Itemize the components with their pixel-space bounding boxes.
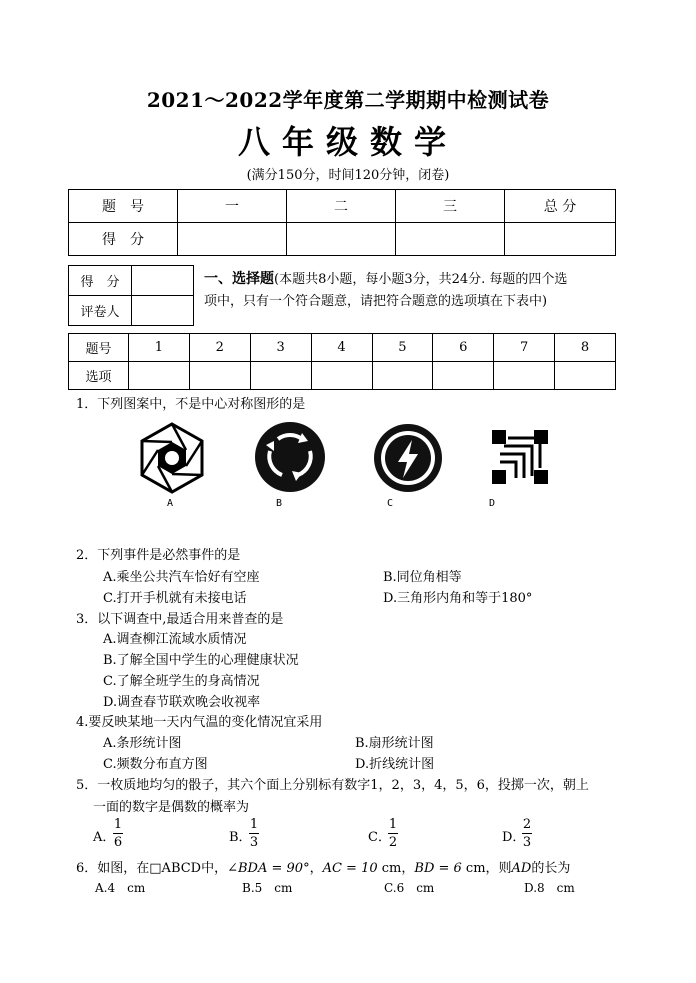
q4-stem: 4.要反映某地一天内气温的变化情况宜采用 [76,715,323,730]
q5-option-b-fraction [249,817,259,850]
answer-row-label: 选项 [69,362,129,390]
q1-option-label-b: B [276,498,283,509]
q4-option-a: A.条形统计图 [103,736,182,751]
q1-option-label-d: D [489,498,496,509]
score-header-cell: 总 分 [505,190,616,223]
fraction-denominator: 6 [113,835,123,850]
grader-score-cell[interactable] [132,266,194,296]
q6-stem-suffix: 的长为 [531,861,571,876]
fraction-numerator: 2 [522,817,532,832]
score-header-cell: 三 [396,190,505,223]
answer-number: 3 [250,334,311,362]
subject-title: 八年级数学 [237,123,458,161]
score-entry-cell[interactable] [505,223,616,256]
q1-option-label-c: C [387,498,394,509]
q4-option-b: B.扇形统计图 [355,736,434,751]
grader-name-cell[interactable] [132,296,194,326]
q6-unit-1: cm， [377,861,415,876]
squares-pattern-icon [490,428,550,486]
q4-option-d: D.折线统计图 [355,757,435,772]
answer-entry-cell[interactable] [494,362,555,390]
exam-title: 2021～2022学年度第二学期期中检测试卷 [146,88,550,112]
q6-option-a: A.4 cm [95,881,146,895]
answer-entry-cell[interactable] [372,362,433,390]
q5-stem-line2: 一面的数字是偶数的概率为 [93,800,250,815]
fraction-numerator: 1 [388,817,398,832]
section-desc-line1: (本题共8小题，每小题3分，共24分. 每题的四个选 [274,272,568,287]
q2-stem: 2．下列事件是必然事件的是 [76,548,241,563]
q5-option-a-fraction [113,817,123,850]
answer-number: 4 [311,334,372,362]
q3-option-a: A.调查柳江流域水质情况 [103,632,247,647]
grader-name-label: 评卷人 [69,296,132,326]
q5-option-a-letter: A． [93,830,116,845]
score-row-label: 得 分 [69,223,178,256]
score-table [68,189,616,256]
q6-target-ad: AD [511,861,532,876]
score-entry-cell[interactable] [287,223,396,256]
exam-subtitle: (满分150分，时间120分钟，闭卷) [246,168,450,183]
q5-option-c-letter: C． [368,830,391,845]
q6-separator: ， [309,861,323,876]
answer-number: 7 [494,334,555,362]
q5-option-d-fraction [522,817,532,850]
q5-option-b-letter: B． [229,830,252,845]
fraction-numerator: 1 [249,817,259,832]
answer-table [68,333,616,390]
q6-condition-angle: ∠BDA = 90° [227,861,310,876]
score-entry-cell[interactable] [396,223,505,256]
score-header-cell: 题 号 [69,190,178,223]
q6-condition-bd: BD = 6 [414,861,462,876]
lightning-bolt-icon [372,422,444,494]
answer-number: 5 [372,334,433,362]
answer-number: 8 [555,334,616,362]
q1-option-label-a: A [167,498,174,509]
grader-table [68,265,194,326]
fraction-denominator: 2 [388,835,398,850]
answer-entry-cell[interactable] [555,362,616,390]
q6-option-c: C.6 cm [384,881,435,895]
answer-entry-cell[interactable] [250,362,311,390]
fraction-denominator: 3 [249,835,259,850]
answer-entry-cell[interactable] [311,362,372,390]
q2-option-d: D.三角形内角和等于180° [383,591,533,606]
score-header-cell: 一 [178,190,287,223]
answer-entry-cell[interactable] [129,362,190,390]
q4-option-c: C.频数分布直方图 [103,757,208,772]
recycle-arrows-icon [254,421,326,493]
fraction-numerator: 1 [113,817,123,832]
q6-option-b: B.5 cm [242,881,293,895]
q6-stem-prefix: 6．如图，在□ABCD中， [76,861,228,876]
answer-number: 6 [433,334,494,362]
q3-option-d: D.调查春节联欢晚会收视率 [103,695,261,710]
q5-stem-line1: 5．一枚质地均匀的骰子，其六个面上分别标有数字1，2，3，4，5，6，投掷一次，朝上 [76,778,589,793]
q5-option-d-letter: D． [502,830,526,845]
q6-unit-2: cm，则 [461,861,512,876]
answer-row-label: 题号 [69,334,129,362]
q3-option-b: B.了解全国中学生的心理健康状况 [103,653,299,668]
q2-option-c: C.打开手机就有未接电话 [103,591,247,606]
q6-option-d: D.8 cm [524,881,575,895]
q5-option-c-fraction [388,817,398,850]
score-entry-cell[interactable] [178,223,287,256]
q6-condition-ac: AC = 10 [322,861,378,876]
q3-stem: 3．以下调查中,最适合用来普查的是 [76,612,284,627]
grader-score-label: 得 分 [69,266,132,296]
fraction-denominator: 3 [522,835,532,850]
q2-option-a: A.乘坐公共汽车恰好有空座 [103,570,260,585]
answer-number: 2 [189,334,250,362]
q1-stem: 1．下列图案中，不是中心对称图形的是 [76,397,306,412]
q2-option-b: B.同位角相等 [383,570,462,585]
q6-stem [76,857,570,876]
section-header [204,268,624,313]
hexagon-pattern-icon [136,422,208,494]
answer-entry-cell[interactable] [433,362,494,390]
q3-option-c: C.了解全班学生的身高情况 [103,674,260,689]
section-title: 一、选择题 [204,271,274,287]
section-desc-line2: 项中，只有一个符合题意，请把符合题意的选项填在下表中) [204,294,548,309]
answer-entry-cell[interactable] [189,362,250,390]
score-header-cell: 二 [287,190,396,223]
answer-number: 1 [129,334,190,362]
